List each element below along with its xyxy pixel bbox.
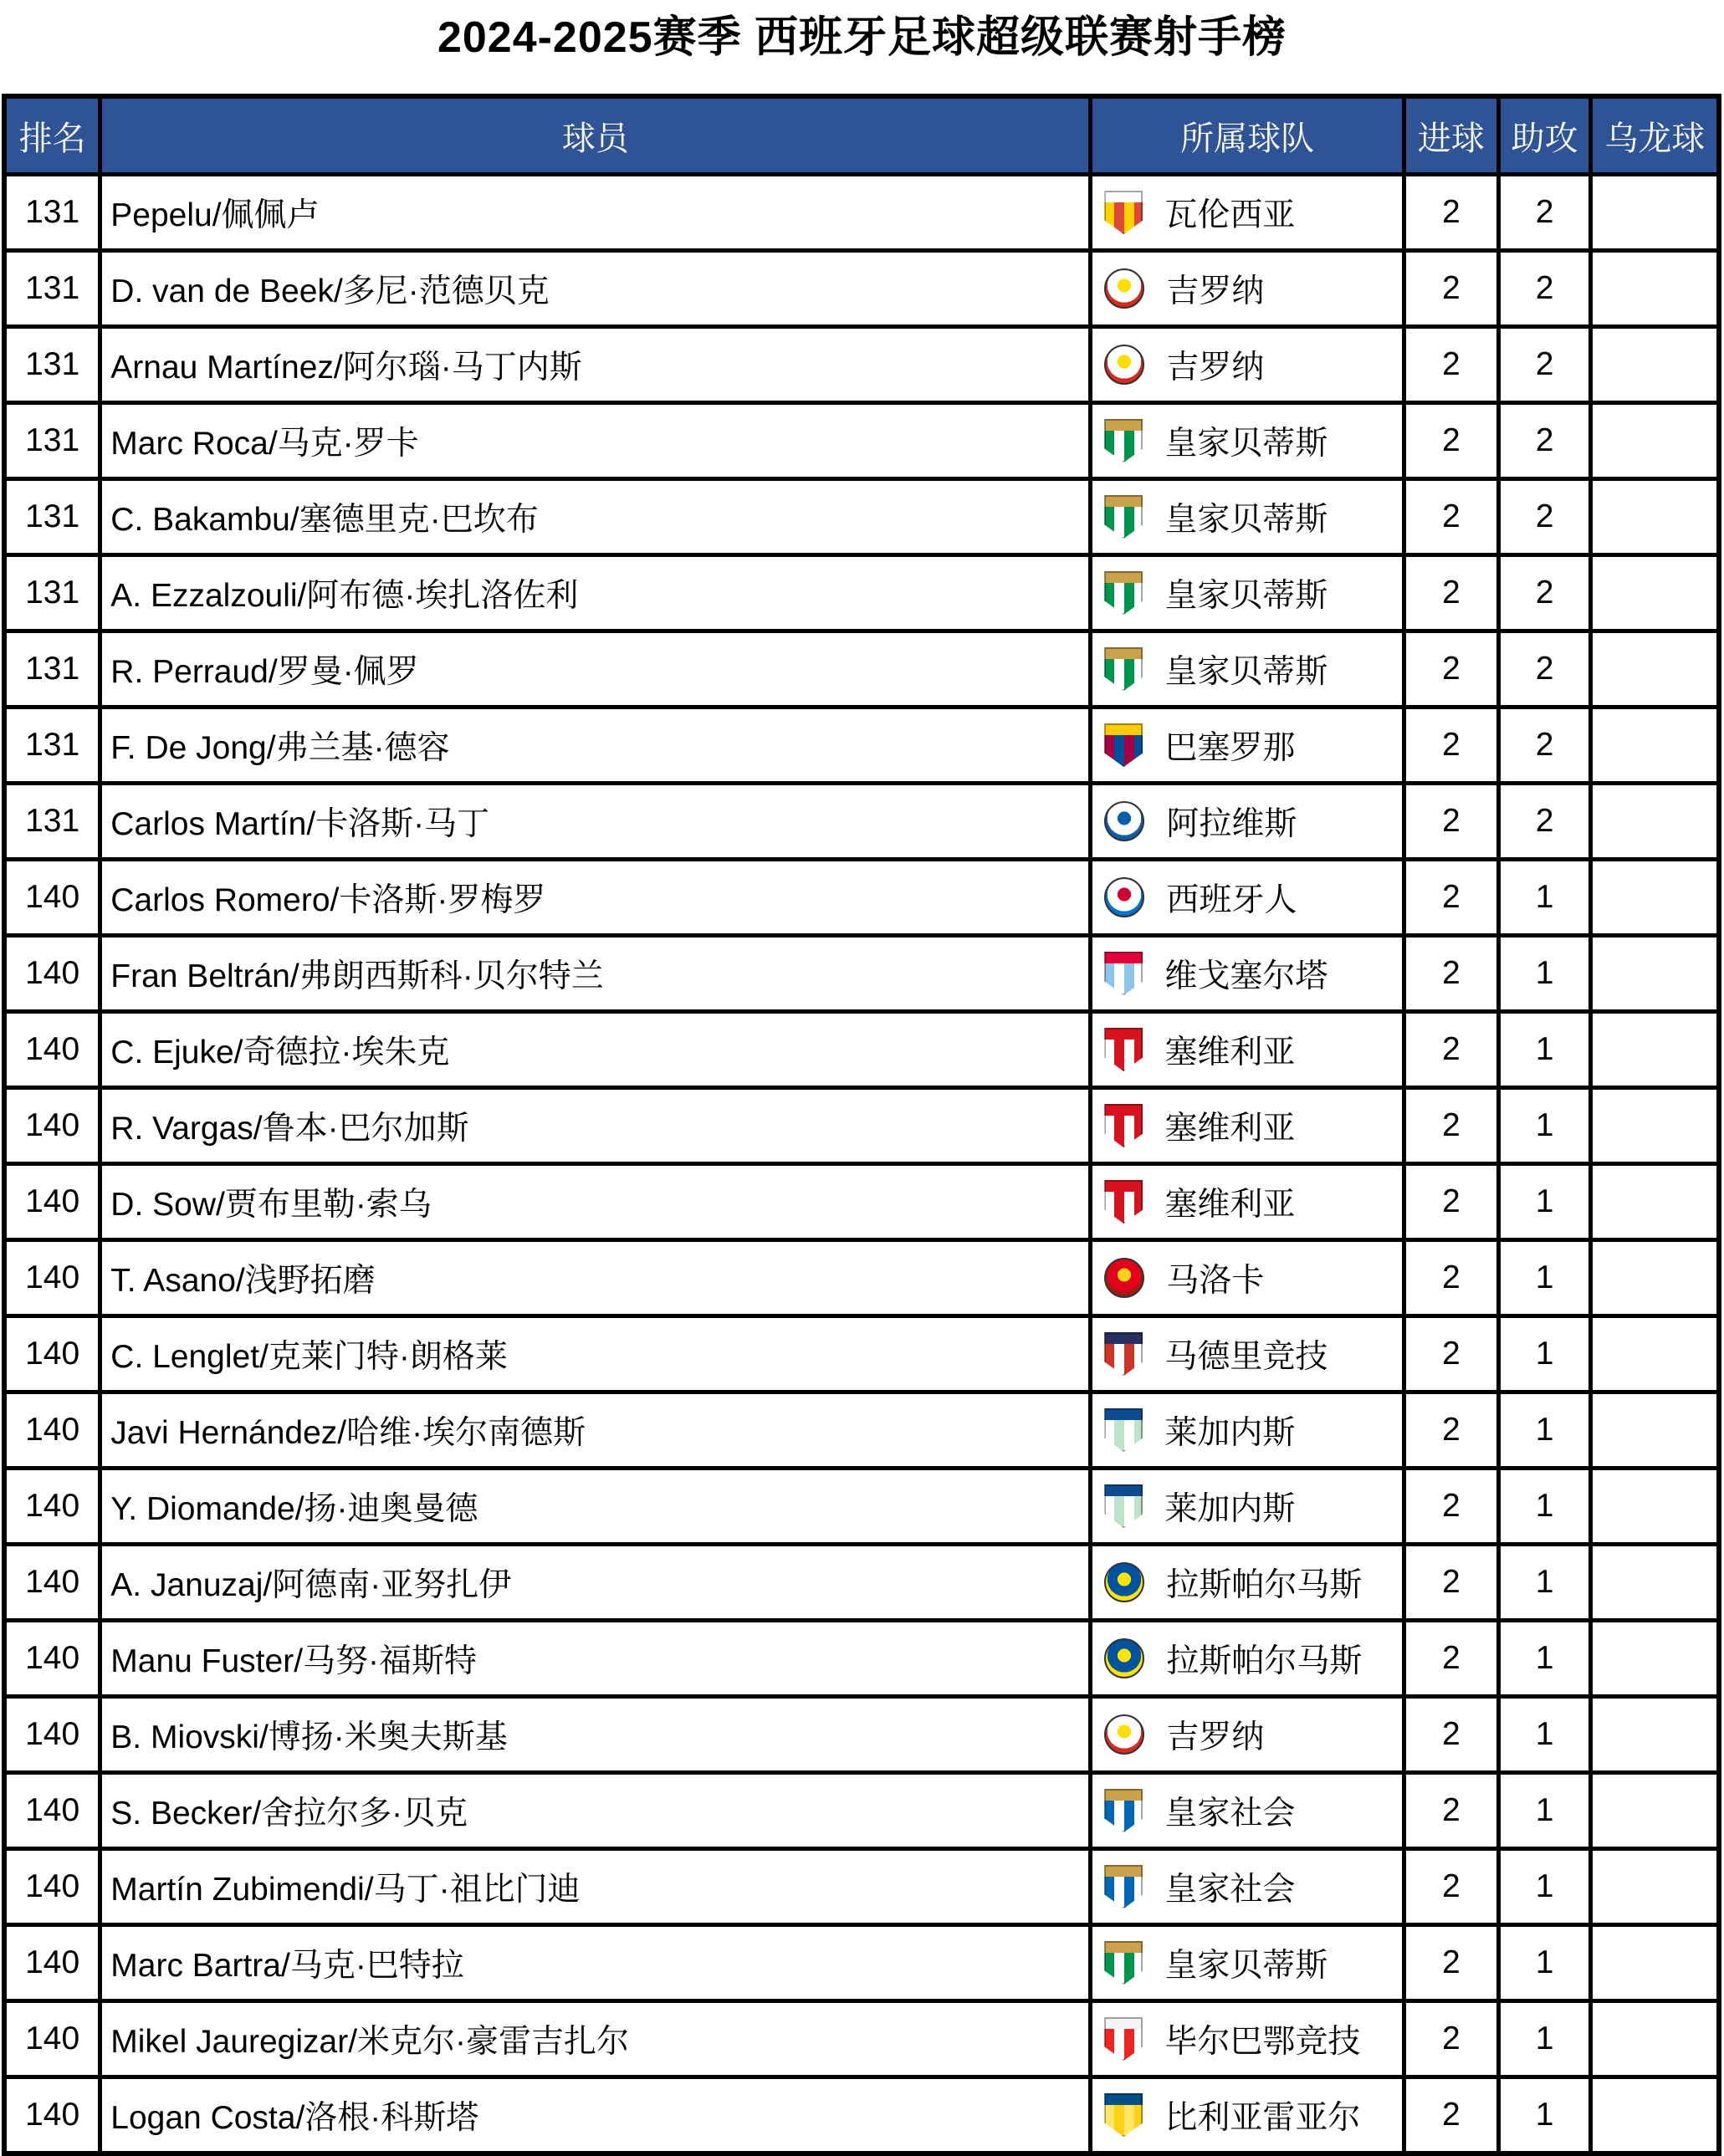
leganes-crest	[1104, 1484, 1143, 1528]
team-name: 瓦伦西亚	[1164, 197, 1296, 233]
assists-cell: 2	[1498, 251, 1591, 327]
goals-cell: 2	[1404, 1773, 1498, 1849]
rank-cell: 140	[4, 1697, 100, 1773]
team-cell	[1091, 1164, 1404, 1240]
rank-cell: 131	[4, 175, 100, 251]
assists-cell: 1	[1498, 2001, 1591, 2077]
las-palmas-crest	[1104, 1638, 1144, 1678]
team-name: 皇家社会	[1164, 1796, 1296, 1832]
team-name: 皇家社会	[1164, 1872, 1296, 1908]
sevilla-crest	[1104, 1180, 1143, 1224]
atletico-madrid-crest	[1104, 1332, 1143, 1376]
table-row	[4, 708, 1719, 784]
team-name: 皇家贝蒂斯	[1164, 654, 1328, 690]
team-wrap	[1092, 1483, 1402, 1530]
table-row	[4, 2077, 1719, 2154]
team-wrap	[1092, 265, 1402, 312]
goals-cell: 2	[1404, 251, 1498, 327]
team-wrap	[1092, 1939, 1402, 1986]
team-wrap	[1092, 722, 1402, 769]
team-wrap	[1092, 2092, 1402, 2138]
table-row	[4, 403, 1719, 479]
player-cell: A. Ezzalzouli/阿布德·埃扎洛佐利	[100, 555, 1091, 631]
assists-cell: 2	[1498, 631, 1591, 708]
player-cell: S. Becker/舍拉尔多·贝克	[100, 1773, 1091, 1849]
team-wrap	[1092, 1559, 1402, 1606]
assists-cell: 2	[1498, 175, 1591, 251]
assists-cell: 2	[1498, 403, 1591, 479]
goals-cell: 2	[1404, 1240, 1498, 1316]
table-row	[4, 1773, 1719, 1849]
assists-cell: 1	[1498, 1925, 1591, 2001]
team-cell	[1091, 936, 1404, 1012]
team-name: 马德里竞技	[1164, 1339, 1328, 1375]
col-header-player: 球员	[100, 96, 1091, 175]
team-cell	[1091, 1012, 1404, 1088]
team-name: 皇家贝蒂斯	[1164, 1948, 1328, 1984]
assists-cell: 1	[1498, 936, 1591, 1012]
goals-cell: 2	[1404, 2077, 1498, 2154]
team-name: 塞维利亚	[1164, 1187, 1296, 1223]
leganes-crest	[1104, 1408, 1143, 1452]
rank-cell: 140	[4, 2001, 100, 2077]
own-goals-cell	[1591, 784, 1719, 860]
team-cell	[1091, 784, 1404, 860]
team-wrap	[1092, 570, 1402, 616]
rank-cell: 140	[4, 1392, 100, 1469]
las-palmas-crest	[1104, 1562, 1144, 1602]
own-goals-cell	[1591, 403, 1719, 479]
col-header-rank: 排名	[4, 96, 100, 175]
table-row	[4, 1088, 1719, 1164]
table-row	[4, 860, 1719, 936]
rank-cell: 131	[4, 327, 100, 403]
team-cell	[1091, 631, 1404, 708]
assists-cell: 2	[1498, 708, 1591, 784]
player-cell: Fran Beltrán/弗朗西斯科·贝尔特兰	[100, 936, 1091, 1012]
scorers-table	[2, 94, 1721, 2156]
team-cell	[1091, 2001, 1404, 2077]
assists-cell: 1	[1498, 1392, 1591, 1469]
own-goals-cell	[1591, 708, 1719, 784]
rank-cell: 140	[4, 1469, 100, 1545]
player-cell: Pepelu/佩佩卢	[100, 175, 1091, 251]
player-cell: Marc Bartra/马克·巴特拉	[100, 1925, 1091, 2001]
table-row	[4, 1469, 1719, 1545]
table-row	[4, 327, 1719, 403]
player-cell: Y. Diomande/扬·迪奥曼德	[100, 1469, 1091, 1545]
team-wrap	[1092, 341, 1402, 388]
player-cell: F. De Jong/弗兰基·德容	[100, 708, 1091, 784]
team-cell	[1091, 555, 1404, 631]
team-cell	[1091, 2077, 1404, 2154]
team-cell	[1091, 1316, 1404, 1392]
table-row	[4, 251, 1719, 327]
team-wrap	[1092, 874, 1402, 921]
goals-cell: 2	[1404, 479, 1498, 555]
assists-cell: 1	[1498, 1164, 1591, 1240]
goals-cell: 2	[1404, 1849, 1498, 1925]
assists-cell: 2	[1498, 479, 1591, 555]
assists-cell: 1	[1498, 2077, 1591, 2154]
team-cell	[1091, 1773, 1404, 1849]
player-cell: T. Asano/浅野拓磨	[100, 1240, 1091, 1316]
assists-cell: 1	[1498, 1316, 1591, 1392]
goals-cell: 2	[1404, 403, 1498, 479]
team-name: 拉斯帕尔马斯	[1166, 1567, 1363, 1603]
team-name: 巴塞罗那	[1164, 730, 1296, 766]
rank-cell: 131	[4, 555, 100, 631]
goals-cell: 2	[1404, 1316, 1498, 1392]
alaves-crest	[1104, 801, 1144, 841]
page-title: 2024-2025赛季 西班牙足球超级联赛射手榜	[437, 13, 1287, 62]
team-cell	[1091, 175, 1404, 251]
celta-vigo-crest	[1104, 952, 1143, 995]
player-cell: D. van de Beek/多尼·范德贝克	[100, 251, 1091, 327]
player-cell: Carlos Romero/卡洛斯·罗梅罗	[100, 860, 1091, 936]
own-goals-cell	[1591, 2077, 1719, 2154]
table-row	[4, 1621, 1719, 1697]
real-sociedad-crest	[1104, 1789, 1143, 1832]
own-goals-cell	[1591, 631, 1719, 708]
goals-cell: 2	[1404, 1697, 1498, 1773]
own-goals-cell	[1591, 1392, 1719, 1469]
team-name: 莱加内斯	[1164, 1415, 1296, 1451]
player-cell: C. Lenglet/克莱门特·朗格莱	[100, 1316, 1091, 1392]
rank-cell: 131	[4, 403, 100, 479]
own-goals-cell	[1591, 1697, 1719, 1773]
player-cell: Manu Fuster/马努·福斯特	[100, 1621, 1091, 1697]
team-wrap	[1092, 1787, 1402, 1834]
goals-cell: 2	[1404, 936, 1498, 1012]
player-cell: D. Sow/贾布里勒·索乌	[100, 1164, 1091, 1240]
own-goals-cell	[1591, 860, 1719, 936]
assists-cell: 1	[1498, 1088, 1591, 1164]
team-wrap	[1092, 1407, 1402, 1454]
rank-cell: 140	[4, 1316, 100, 1392]
player-cell: C. Ejuke/奇德拉·埃朱克	[100, 1012, 1091, 1088]
goals-cell: 2	[1404, 1164, 1498, 1240]
table-row	[4, 1545, 1719, 1621]
goals-cell: 2	[1404, 708, 1498, 784]
valencia-crest	[1104, 191, 1143, 234]
table-row	[4, 1925, 1719, 2001]
team-cell	[1091, 708, 1404, 784]
rank-cell: 140	[4, 1621, 100, 1697]
assists-cell: 1	[1498, 1849, 1591, 1925]
rank-cell: 140	[4, 2077, 100, 2154]
team-cell	[1091, 327, 1404, 403]
header-row	[4, 96, 1719, 175]
real-betis-crest	[1104, 495, 1143, 539]
own-goals-cell	[1591, 1545, 1719, 1621]
team-name: 拉斯帕尔马斯	[1166, 1643, 1363, 1679]
team-name: 马洛卡	[1166, 1263, 1265, 1299]
team-name: 比利亚雷亚尔	[1164, 2100, 1361, 2136]
team-wrap	[1092, 798, 1402, 845]
team-cell	[1091, 1240, 1404, 1316]
assists-cell: 1	[1498, 860, 1591, 936]
sevilla-crest	[1104, 1104, 1143, 1147]
table-row	[4, 1392, 1719, 1469]
team-wrap	[1092, 1635, 1402, 1682]
own-goals-cell	[1591, 936, 1719, 1012]
goals-cell: 2	[1404, 327, 1498, 403]
table-row	[4, 936, 1719, 1012]
rank-cell: 140	[4, 1773, 100, 1849]
team-cell	[1091, 1469, 1404, 1545]
col-header-team: 所属球队	[1091, 96, 1404, 175]
team-wrap	[1092, 646, 1402, 692]
assists-cell: 2	[1498, 327, 1591, 403]
own-goals-cell	[1591, 1773, 1719, 1849]
team-cell	[1091, 1621, 1404, 1697]
rank-cell: 131	[4, 479, 100, 555]
player-cell: Carlos Martín/卡洛斯·马丁	[100, 784, 1091, 860]
team-wrap	[1092, 493, 1402, 540]
rank-cell: 140	[4, 860, 100, 936]
team-name: 皇家贝蒂斯	[1164, 502, 1328, 538]
col-header-assists: 助攻	[1498, 96, 1591, 175]
rank-cell: 131	[4, 631, 100, 708]
goals-cell: 2	[1404, 1469, 1498, 1545]
own-goals-cell	[1591, 1621, 1719, 1697]
col-header-own-goals: 乌龙球	[1591, 96, 1719, 175]
athletic-bilbao-crest	[1104, 2017, 1143, 2061]
rank-cell: 131	[4, 708, 100, 784]
player-cell: Martín Zubimendi/马丁·祖比门迪	[100, 1849, 1091, 1925]
rank-cell: 131	[4, 251, 100, 327]
team-name: 维戈塞尔塔	[1164, 958, 1328, 994]
team-wrap	[1092, 1026, 1402, 1073]
team-wrap	[1092, 2016, 1402, 2062]
team-name: 莱加内斯	[1164, 1491, 1296, 1527]
rank-cell: 140	[4, 1164, 100, 1240]
team-wrap	[1092, 1102, 1402, 1149]
own-goals-cell	[1591, 175, 1719, 251]
rank-cell: 140	[4, 936, 100, 1012]
team-cell	[1091, 479, 1404, 555]
barcelona-crest	[1104, 723, 1143, 767]
rank-cell: 140	[4, 1012, 100, 1088]
team-name: 塞维利亚	[1164, 1035, 1296, 1070]
real-betis-crest	[1104, 1941, 1143, 1985]
girona-crest	[1104, 1714, 1144, 1755]
table-row	[4, 479, 1719, 555]
team-cell	[1091, 1925, 1404, 2001]
team-name: 阿拉维斯	[1166, 806, 1297, 842]
team-wrap	[1092, 1711, 1402, 1758]
own-goals-cell	[1591, 1012, 1719, 1088]
team-cell	[1091, 1545, 1404, 1621]
assists-cell: 1	[1498, 1621, 1591, 1697]
table-row	[4, 784, 1719, 860]
player-cell: Mikel Jauregizar/米克尔·豪雷吉扎尔	[100, 2001, 1091, 2077]
team-cell	[1091, 1849, 1404, 1925]
player-cell: Marc Roca/马克·罗卡	[100, 403, 1091, 479]
col-header-goals: 进球	[1404, 96, 1498, 175]
goals-cell: 2	[1404, 1088, 1498, 1164]
team-wrap	[1092, 1178, 1402, 1225]
team-cell	[1091, 860, 1404, 936]
real-betis-crest	[1104, 571, 1143, 615]
goals-cell: 2	[1404, 1545, 1498, 1621]
own-goals-cell	[1591, 2001, 1719, 2077]
rank-cell: 140	[4, 1088, 100, 1164]
rank-cell: 140	[4, 1240, 100, 1316]
team-name: 吉罗纳	[1166, 350, 1265, 386]
assists-cell: 2	[1498, 784, 1591, 860]
own-goals-cell	[1591, 1164, 1719, 1240]
team-wrap	[1092, 950, 1402, 997]
player-cell: R. Perraud/罗曼·佩罗	[100, 631, 1091, 708]
table-row	[4, 1316, 1719, 1392]
team-cell	[1091, 251, 1404, 327]
team-name: 毕尔巴鄂竞技	[1164, 2024, 1361, 2060]
goals-cell: 2	[1404, 1012, 1498, 1088]
team-cell	[1091, 1392, 1404, 1469]
goals-cell: 2	[1404, 1392, 1498, 1469]
assists-cell: 1	[1498, 1012, 1591, 1088]
table-row	[4, 555, 1719, 631]
own-goals-cell	[1591, 1925, 1719, 2001]
team-wrap	[1092, 1863, 1402, 1910]
girona-crest	[1104, 345, 1144, 385]
player-cell: Arnau Martínez/阿尔瑙·马丁内斯	[100, 327, 1091, 403]
table-row	[4, 1697, 1719, 1773]
own-goals-cell	[1591, 555, 1719, 631]
goals-cell: 2	[1404, 555, 1498, 631]
goals-cell: 2	[1404, 175, 1498, 251]
team-wrap	[1092, 1331, 1402, 1377]
espanyol-crest	[1104, 877, 1144, 917]
goals-cell: 2	[1404, 860, 1498, 936]
rank-cell: 131	[4, 784, 100, 860]
rank-cell: 140	[4, 1925, 100, 2001]
own-goals-cell	[1591, 1849, 1719, 1925]
own-goals-cell	[1591, 251, 1719, 327]
team-name: 西班牙人	[1166, 882, 1297, 918]
team-wrap	[1092, 189, 1402, 236]
own-goals-cell	[1591, 1469, 1719, 1545]
team-name: 皇家贝蒂斯	[1164, 426, 1328, 462]
team-name: 吉罗纳	[1166, 1719, 1265, 1755]
rank-cell: 140	[4, 1849, 100, 1925]
team-name: 塞维利亚	[1164, 1111, 1296, 1147]
goals-cell: 2	[1404, 1925, 1498, 2001]
player-cell: B. Miovski/博扬·米奥夫斯基	[100, 1697, 1091, 1773]
assists-cell: 1	[1498, 1773, 1591, 1849]
table-row	[4, 1012, 1719, 1088]
assists-cell: 1	[1498, 1545, 1591, 1621]
team-cell	[1091, 1088, 1404, 1164]
sevilla-crest	[1104, 1028, 1143, 1071]
rank-cell: 140	[4, 1545, 100, 1621]
team-cell	[1091, 1697, 1404, 1773]
goals-cell: 2	[1404, 784, 1498, 860]
girona-crest	[1104, 268, 1144, 309]
team-cell	[1091, 403, 1404, 479]
own-goals-cell	[1591, 1316, 1719, 1392]
table-row	[4, 1164, 1719, 1240]
assists-cell: 1	[1498, 1469, 1591, 1545]
team-name: 皇家贝蒂斯	[1164, 578, 1328, 614]
villarreal-crest	[1104, 2093, 1143, 2137]
goals-cell: 2	[1404, 2001, 1498, 2077]
table-row	[4, 1849, 1719, 1925]
own-goals-cell	[1591, 1240, 1719, 1316]
table-row	[4, 175, 1719, 251]
goals-cell: 2	[1404, 1621, 1498, 1697]
table-row	[4, 2001, 1719, 2077]
team-wrap	[1092, 1254, 1402, 1301]
player-cell: R. Vargas/鲁本·巴尔加斯	[100, 1088, 1091, 1164]
mallorca-crest	[1104, 1258, 1144, 1298]
player-cell: A. Januzaj/阿德南·亚努扎伊	[100, 1545, 1091, 1621]
assists-cell: 2	[1498, 555, 1591, 631]
player-cell: Javi Hernández/哈维·埃尔南德斯	[100, 1392, 1091, 1469]
own-goals-cell	[1591, 479, 1719, 555]
table-row	[4, 1240, 1719, 1316]
team-name: 吉罗纳	[1166, 273, 1265, 309]
team-wrap	[1092, 417, 1402, 464]
goals-cell: 2	[1404, 631, 1498, 708]
real-betis-crest	[1104, 419, 1143, 462]
assists-cell: 1	[1498, 1240, 1591, 1316]
assists-cell: 1	[1498, 1697, 1591, 1773]
player-cell: Logan Costa/洛根·科斯塔	[100, 2077, 1091, 2154]
table-row	[4, 631, 1719, 708]
own-goals-cell	[1591, 327, 1719, 403]
real-betis-crest	[1104, 647, 1143, 691]
own-goals-cell	[1591, 1088, 1719, 1164]
real-sociedad-crest	[1104, 1865, 1143, 1908]
player-cell: C. Bakambu/塞德里克·巴坎布	[100, 479, 1091, 555]
